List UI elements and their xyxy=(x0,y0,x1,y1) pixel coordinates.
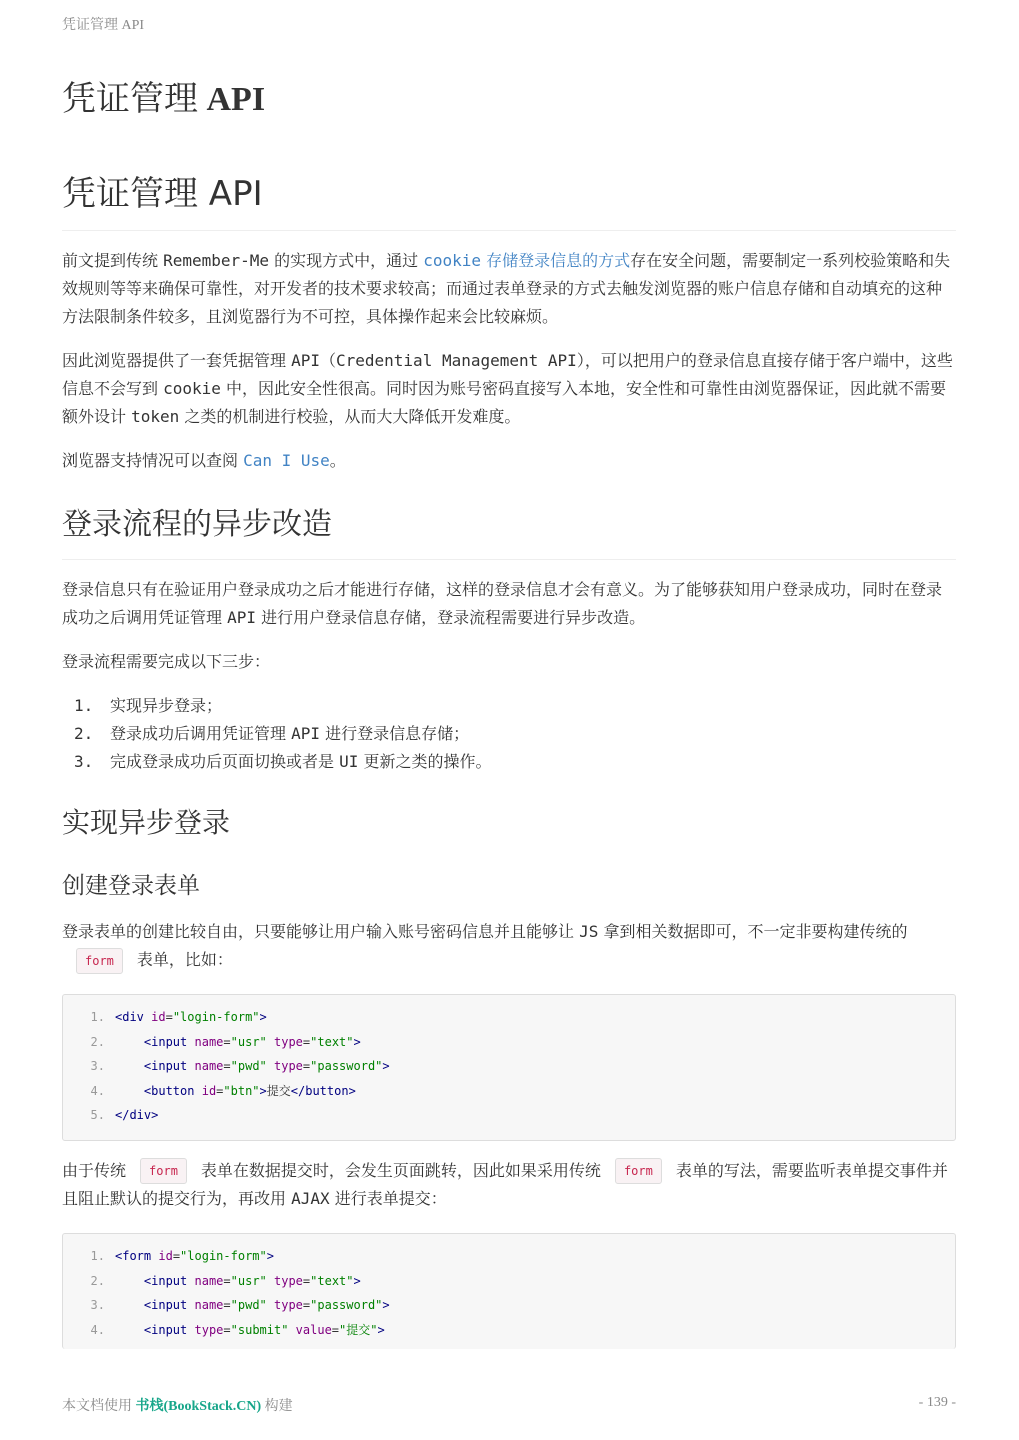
text: 登录成功后调用凭证管理 xyxy=(110,724,292,743)
async-paragraph-2: 登录流程需要完成以下三步： xyxy=(62,652,271,671)
code-attr-name: name xyxy=(194,1298,224,1313)
code-attr-value: "pwd" xyxy=(230,1059,267,1074)
code-attr-name: type xyxy=(274,1273,303,1288)
text: ，可以把用户的登录信息直接存储于客户端中，这些信息不会写到 xyxy=(62,351,953,398)
code-tag: <input xyxy=(143,1298,188,1313)
code-attr-value: "usr" xyxy=(230,1034,267,1049)
running-header: 凭证管理 API xyxy=(62,18,145,33)
code-indent xyxy=(115,1059,144,1073)
code-attr-value: "login-form" xyxy=(172,1010,260,1024)
inline-code: UI xyxy=(339,752,359,771)
code-attr-name: type xyxy=(274,1059,303,1074)
footer-credit xyxy=(62,1395,293,1415)
code-tag: <input xyxy=(143,1322,188,1337)
code-space xyxy=(267,1274,274,1288)
code-attr-value: "submit" xyxy=(230,1322,289,1337)
code-attr-value: "password" xyxy=(310,1298,383,1313)
inline-code-form: form xyxy=(140,1158,187,1184)
list-number: 3. xyxy=(74,752,94,771)
code-attr-value: "password" xyxy=(310,1059,383,1074)
code-space xyxy=(187,1274,194,1288)
code-equals: = xyxy=(302,1298,311,1313)
text: 实现异步登录； xyxy=(110,696,223,715)
code-indent xyxy=(115,1298,144,1312)
main-heading xyxy=(62,172,956,231)
code-tag: <form xyxy=(115,1248,152,1263)
code-space xyxy=(194,1084,201,1098)
line-number: 2. xyxy=(90,1034,105,1049)
code-space xyxy=(267,1059,274,1073)
code-attr-value: "usr" xyxy=(230,1273,267,1288)
code-equals: = xyxy=(223,1034,231,1049)
list-number: 2. xyxy=(74,724,94,743)
code-attr-name: id xyxy=(201,1083,217,1098)
code-line xyxy=(63,1005,955,1030)
code-line xyxy=(63,1318,955,1343)
text: 本文档使用 xyxy=(62,1399,136,1414)
code-block-form xyxy=(62,1233,956,1349)
section-heading-impl: 实现异步登录 xyxy=(62,806,231,839)
link-code: cookie xyxy=(423,251,482,270)
code-attr-name: name xyxy=(194,1059,224,1074)
code-line xyxy=(63,1054,955,1079)
line-number: 4. xyxy=(90,1083,105,1098)
code-equals: = xyxy=(331,1322,340,1337)
code-equals: = xyxy=(302,1034,311,1049)
async-paragraph-1 xyxy=(62,576,956,632)
code-attr-name: id xyxy=(158,1248,173,1263)
code-tag-close: > xyxy=(377,1322,385,1337)
text: 存在安全问题，需要制定一系列校验策略和失效规则等等来确保可靠性，对开发者的技术要求较高；而通过表单登录的方式去触发浏览器的账户信息存储和自动填充的这种方法限制条件较多，且浏览器行为不可控，具体操作起来会比较麻烦。 xyxy=(62,251,951,326)
line-number: 1. xyxy=(90,1248,105,1263)
document-title-en: API xyxy=(206,81,266,118)
document-title-cn: 凭证管理 xyxy=(62,81,207,118)
inline-code-remember-me: Remember-Me xyxy=(163,251,270,270)
code-tag: <input xyxy=(143,1059,188,1074)
inline-code-form: form xyxy=(615,1158,662,1184)
cookie-storage-link[interactable] xyxy=(423,251,630,270)
list-item xyxy=(74,748,956,776)
text: 表单在数据提交时，会发生页面跳转，因此如果采用传统 xyxy=(200,1160,601,1180)
code-space xyxy=(267,1298,274,1312)
code-indent xyxy=(115,1084,144,1098)
code-attr-name: id xyxy=(151,1010,166,1024)
code-block-div-form xyxy=(62,994,956,1141)
code-tag-close: > xyxy=(266,1248,274,1263)
section-heading-async: 登录流程的异步改造 xyxy=(62,505,956,560)
code-line xyxy=(63,1079,955,1104)
subsection-heading-form: 创建登录表单 xyxy=(62,873,200,899)
text: 表单，比如： xyxy=(136,950,233,969)
bookstack-link[interactable]: 书栈(BookStack.CN) xyxy=(135,1399,262,1414)
inline-code-form: form xyxy=(76,948,123,974)
text: 之类的机制进行校验，从而大大降低开发难度。 xyxy=(179,407,521,426)
list-item xyxy=(74,692,956,720)
inline-code-cookie: cookie xyxy=(163,379,221,398)
code-equals: = xyxy=(302,1273,311,1288)
code-text: 提交 xyxy=(266,1083,291,1098)
impl-paragraph-1 xyxy=(62,918,956,974)
line-number: 4. xyxy=(90,1322,105,1337)
text: 中，因此安全性很高。同时因为账号密码直接写入本地，安全性和可靠性由浏览器保证，因此就不需要额外设计 xyxy=(62,379,946,426)
code-tag: <input xyxy=(143,1034,188,1049)
code-line xyxy=(63,1244,955,1269)
line-number: 1. xyxy=(90,1010,105,1024)
page-number: - 139 - xyxy=(918,1395,956,1410)
list-number: 1. xyxy=(74,696,94,715)
code-attr-name: name xyxy=(194,1034,224,1049)
code-tag-close: > xyxy=(382,1059,390,1074)
code-line xyxy=(63,1269,955,1294)
inline-code-api: API xyxy=(227,608,256,627)
code-equals: = xyxy=(223,1059,231,1074)
text: 登录表单的创建比较自由，只要能够让用户输入账号密码信息并且能够让 xyxy=(62,922,580,941)
code-line xyxy=(63,1103,955,1128)
code-attr-name: type xyxy=(194,1322,224,1337)
inline-code-credential-api: API（Credential Management API） xyxy=(291,351,585,370)
code-space xyxy=(187,1059,194,1073)
code-space xyxy=(288,1323,295,1337)
page-content xyxy=(62,78,956,1349)
code-attr-value: "pwd" xyxy=(230,1298,267,1313)
code-tag-close: > xyxy=(382,1298,390,1313)
code-equals: = xyxy=(223,1322,231,1337)
code-attr-value: "提交" xyxy=(339,1322,378,1337)
inline-code-js: JS xyxy=(579,922,599,941)
text: 进行用户登录信息存储，登录流程需要进行异步改造。 xyxy=(256,608,646,627)
code-tag-close: > xyxy=(259,1083,267,1098)
code-equals: = xyxy=(172,1248,181,1263)
inline-code: API xyxy=(291,724,320,743)
page-footer xyxy=(62,1395,956,1415)
text: 进行登录信息存储； xyxy=(320,724,470,743)
code-indent xyxy=(115,1323,144,1337)
code-indent xyxy=(115,1035,144,1049)
code-attr-value: "btn" xyxy=(223,1083,260,1098)
code-tag: <div xyxy=(115,1010,144,1024)
text: 的实现方式中，通过 xyxy=(269,251,424,270)
line-number: 3. xyxy=(90,1059,105,1074)
text: 拿到相关数据即可，不一定非要构建传统的 xyxy=(598,922,908,941)
text: 。 xyxy=(329,451,346,470)
link-text: 存储登录信息的方式 xyxy=(481,251,631,270)
code-equals: = xyxy=(165,1010,173,1024)
code-tag-close: > xyxy=(353,1273,361,1288)
code-attr-name: value xyxy=(295,1322,332,1337)
inline-code-ajax: AJAX xyxy=(291,1188,330,1208)
text: 登录信息只有在验证用户登录成功之后才能进行存储，这样的登录信息才会有意义。为了能够获知用户登录成功，同时在登录成功之后调用凭证管理 xyxy=(62,580,943,627)
can-i-use-link[interactable]: Can I Use xyxy=(243,451,330,470)
text: 完成登录成功后页面切换或者是 xyxy=(110,752,340,771)
text: 因此浏览器提供了一套凭据管理 xyxy=(62,351,292,370)
code-space xyxy=(267,1035,274,1049)
code-attr-name: type xyxy=(274,1034,303,1049)
code-line xyxy=(63,1030,955,1055)
code-attr-value: "login-form" xyxy=(180,1248,267,1263)
code-attr-name: type xyxy=(274,1298,303,1313)
list-item xyxy=(74,720,956,748)
text: 进行表单提交： xyxy=(329,1188,447,1208)
code-line xyxy=(63,1293,955,1318)
text: 更新之类的操作。 xyxy=(358,752,492,771)
code-tag-close: > xyxy=(259,1010,267,1024)
code-space xyxy=(187,1035,194,1049)
code-equals: = xyxy=(216,1083,224,1098)
line-number: 5. xyxy=(90,1108,105,1123)
code-indent xyxy=(115,1274,144,1288)
code-tag: </div> xyxy=(115,1108,159,1123)
code-tag: <button xyxy=(143,1083,195,1098)
main-heading-text: 凭证管理 API xyxy=(62,174,263,214)
code-tag: <input xyxy=(143,1273,188,1288)
code-space xyxy=(187,1323,194,1337)
steps-list xyxy=(62,692,956,776)
code-equals: = xyxy=(223,1298,231,1313)
code-attr-value: "text" xyxy=(310,1273,354,1288)
intro-paragraph-2 xyxy=(62,347,956,431)
code-tag-close: > xyxy=(353,1034,361,1049)
text: 表单的写法，需要监听表单提交事件并且阻止默认的提交行为，再改用 xyxy=(62,1160,948,1208)
impl-paragraph-2 xyxy=(62,1157,956,1213)
intro-paragraph-1 xyxy=(62,247,956,331)
code-equals: = xyxy=(302,1059,311,1074)
inline-code-token: token xyxy=(131,407,180,426)
text: 浏览器支持情况可以查阅 xyxy=(62,451,244,470)
code-space xyxy=(187,1298,194,1312)
text: 前文提到传统 xyxy=(62,251,164,270)
code-attr-value: "text" xyxy=(310,1034,354,1049)
intro-paragraph-3 xyxy=(62,447,956,475)
text: 构建 xyxy=(261,1399,293,1414)
code-end-tag: </button> xyxy=(290,1083,356,1098)
text: 由于传统 xyxy=(62,1160,127,1180)
document-title xyxy=(62,78,956,122)
line-number: 2. xyxy=(90,1273,105,1288)
code-equals: = xyxy=(223,1273,231,1288)
line-number: 3. xyxy=(90,1298,105,1313)
code-attr-name: name xyxy=(194,1273,224,1288)
